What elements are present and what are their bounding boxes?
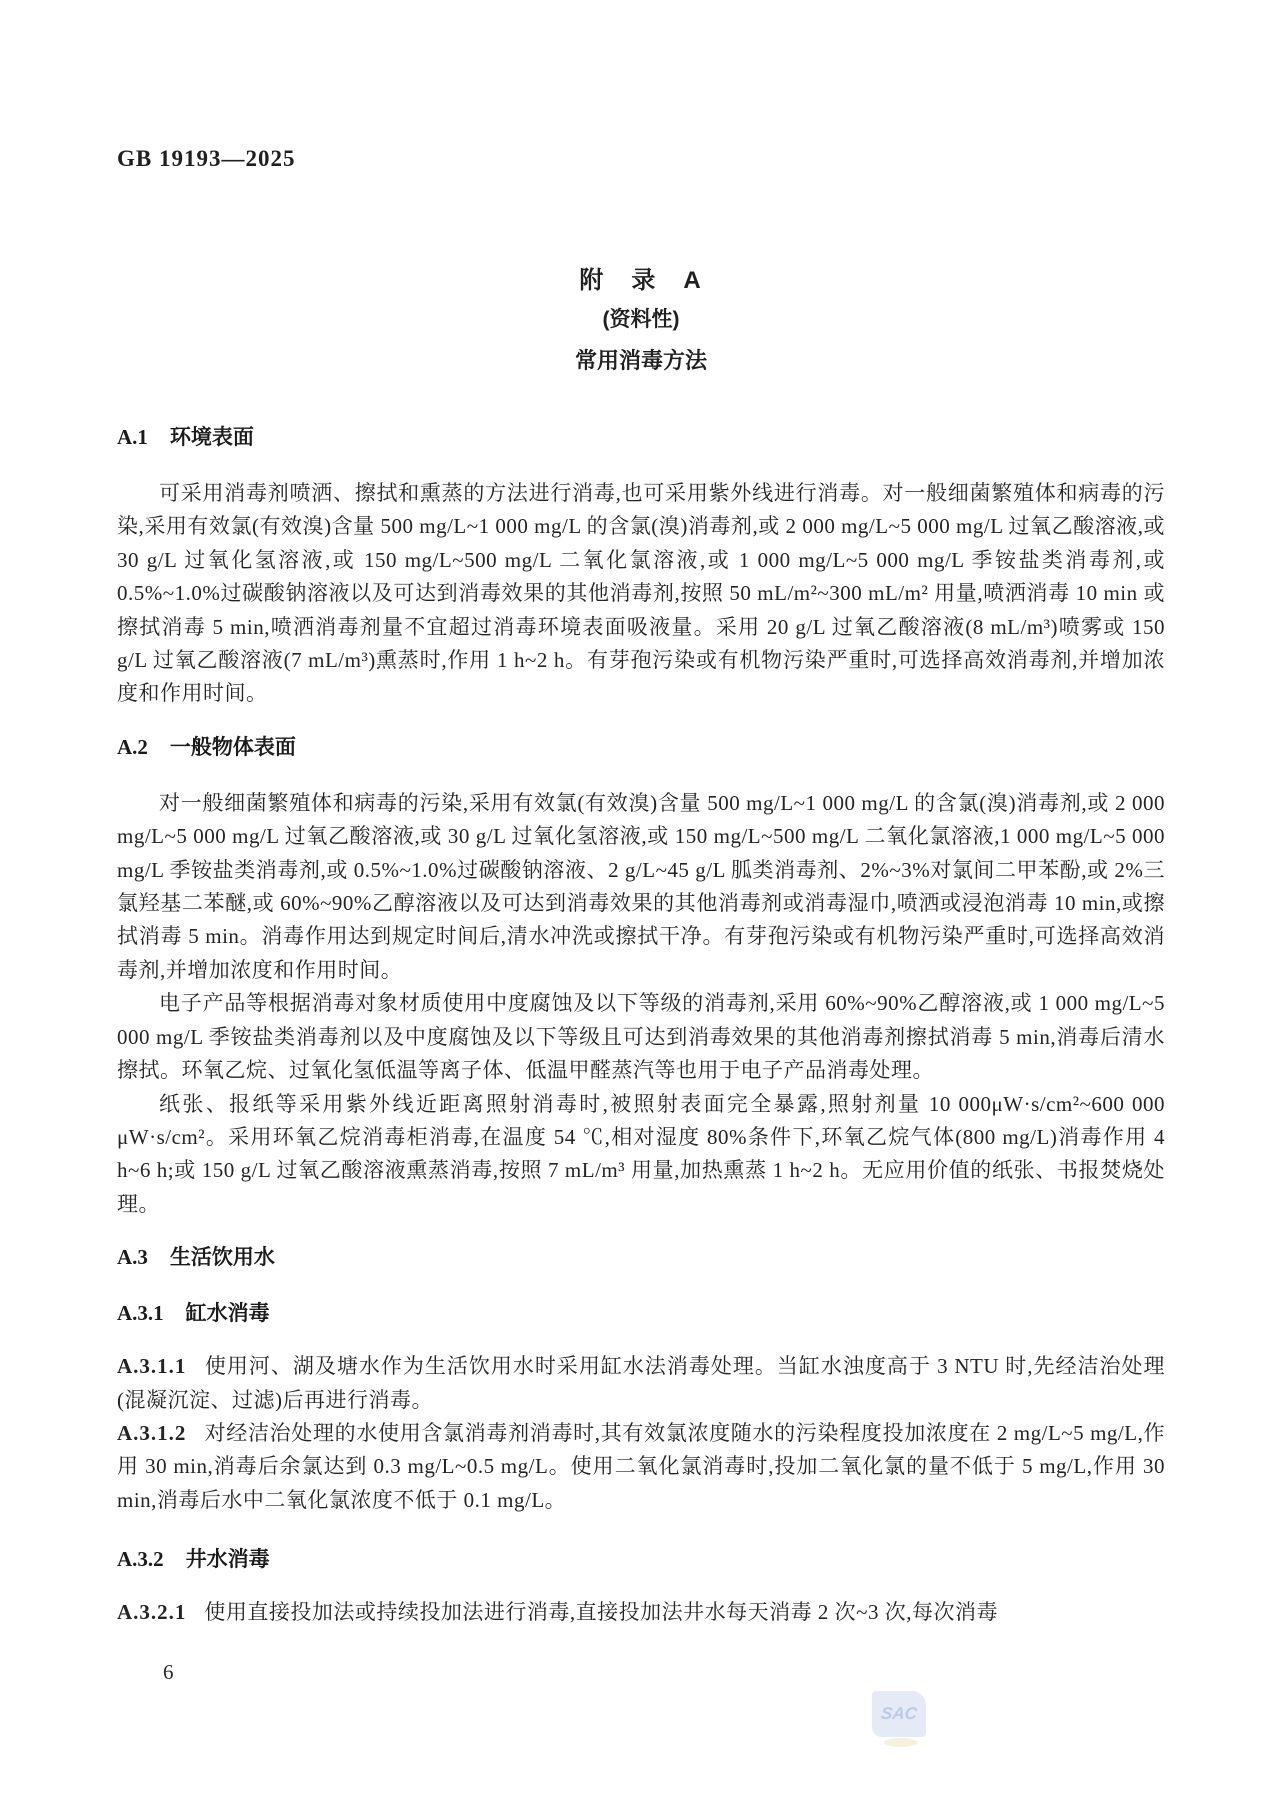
page-content-column <box>117 0 1165 1630</box>
clause-paragraph-a311 <box>117 1350 1165 1417</box>
watermark-smudge <box>884 1738 918 1747</box>
page-number: 6 <box>163 1660 174 1684</box>
sac-logo-text: SAC <box>880 1704 919 1723</box>
clause-paragraph-a312 <box>117 1417 1165 1517</box>
section-heading-a1 <box>117 421 1165 451</box>
paragraph: 纸张、报纸等采用紫外线近距离照射消毒时,被照射表面完全暴露,照射剂量 10 000μW·s/cm²~600 000 μW·s/cm²。采用环氧乙烷消毒柜消毒,在温度 54 ℃,相对湿度 80%条件下,环氧乙烷气体(800 mg/L)消毒作用 4 h~6 h;或 150 g/L 过氧乙酸溶液熏蒸消毒,按照 7 mL/m³ 用量,加热熏蒸 1 h~2 h。无应用价值的纸张、书报焚烧处理。 <box>117 1091 1165 1216</box>
section-heading-a31 <box>117 1297 1165 1327</box>
section-number: A.2 <box>117 734 148 759</box>
section-title: 一般物体表面 <box>169 735 296 759</box>
clause-text: 对经洁治处理的水使用含氯消毒剂消毒时,其有效氯浓度随水的污染程度投加浓度在 2 mg/L~5 mg/L,作用 30 min,消毒后余氯达到 0.3 mg/L~0.5 mg/L。使用二氧化氯消毒时,投加二氧化氯的量不低于 5 mg/L,作用 30 min,消毒后水中二氧化氯浓度不低于 0.1 mg/L。 <box>117 1420 1165 1512</box>
section-title: 生活饮用水 <box>169 1246 275 1270</box>
paragraph: 对一般细菌繁殖体和病毒的污染,采用有效氯(有效溴)含量 500 mg/L~1 000 mg/L 的含氯(溴)消毒剂,或 2 000 mg/L~5 000 mg/L 过氧乙酸溶液,或 30 g/L 过氧化氢溶液,或 150 mg/L~500 mg/L 二氧化氯溶液,1 000 mg/L~5 000 mg/L 季铵盐类消毒剂,或 0.5%~1.0%过碳酸钠溶液、2 g/L~45 g/L 胍类消毒剂、2%~3%对氯间二甲苯酚,或 2%三氯羟基二苯醚,或 60%~90%乙醇溶液以及可达到消毒效果的其他消毒剂或消毒湿巾,喷洒或浸泡消毒 10 min,或擦拭消毒 5 min。消毒作用达到规定时间后,清水冲洗或擦拭干净。有芽孢污染或有机物污染严重时,可选择高效消毒剂,并增加浓度和作用时间。 <box>117 790 1165 982</box>
section-number: A.3.2 <box>117 1547 164 1572</box>
section-title: 井水消毒 <box>185 1548 270 1572</box>
section-number: A.3.1 <box>117 1301 164 1326</box>
section-title: 环境表面 <box>169 426 254 449</box>
doc-number: GB 19193—2025 <box>117 146 296 171</box>
clause-text: 使用直接投加法或持续投加法进行消毒,直接投加法井水每天消毒 2 次~3 次,每次消毒 <box>204 1600 999 1625</box>
section-number: A.1 <box>117 425 148 449</box>
clause-number: A.3.1.2 <box>117 1420 187 1445</box>
clause-text: 使用河、湖及塘水作为生活饮用水时采用缸水法消毒处理。当缸水浊度高于 3 NTU 时,先经洁治处理(混凝沉淀、过滤)后再进行消毒。 <box>117 1354 1165 1412</box>
paragraph: 电子产品等根据消毒对象材质使用中度腐蚀及以下等级的消毒剂,采用 60%~90%乙醇溶液,或 1 000 mg/L~5 000 mg/L 季铵盐类消毒剂以及中度腐蚀及以下等级且可达到消毒效果的其他消毒剂擦拭消毒 5 min,消毒后清水擦拭。环氧乙烷、过氧化氢低温等离子体、低温甲醛蒸汽等也用于电子产品消毒处理。 <box>117 991 1165 1083</box>
section-heading-a2 <box>117 731 1165 761</box>
appendix-title: 附 录 A <box>579 267 703 294</box>
section-heading-a3 <box>117 1241 1165 1271</box>
clause-number: A.3.2.1 <box>117 1600 187 1625</box>
appendix-subtitle: (资料性) <box>602 308 680 331</box>
sac-logo-watermark <box>872 1691 926 1737</box>
clause-number: A.3.1.1 <box>117 1354 187 1379</box>
section-number: A.3 <box>117 1245 148 1270</box>
appendix-name: 常用消毒方法 <box>574 348 707 373</box>
appendix-title-block <box>117 260 1165 375</box>
paragraph: 可采用消毒剂喷洒、擦拭和熏蒸的方法进行消毒,也可采用紫外线进行消毒。对一般细菌繁殖体和病毒的污染,采用有效氯(有效溴)含量 500 mg/L~1 000 mg/L 的含氯(溴)消毒剂,或 2 000 mg/L~5 000 mg/L 过氧乙酸溶液,或 30 g/L 过氧化氢溶液,或 150 mg/L~500 mg/L 二氧化氯溶液,或 1 000 mg/L~5 000 mg/L 季铵盐类消毒剂,或 0.5%~1.0%过碳酸钠溶液以及可达到消毒效果的其他消毒剂,按照 50 mL/m²~300 mL/m² 用量,喷洒消毒 10 min 或擦拭消毒 5 min,喷洒消毒剂量不宜超过消毒环境表面吸液量。采用 20 g/L 过氧乙酸溶液(8 mL/m³)喷雾或 150 g/L 过氧乙酸溶液(7 mL/m³)熏蒸时,作用 1 h~2 h。有芽孢污染或有机物污染严重时,可选择高效消毒剂,并增加浓度和作用时间。 <box>117 481 1165 706</box>
clause-paragraph-a321 <box>117 1596 1165 1629</box>
section-heading-a32 <box>117 1543 1165 1573</box>
section-title: 缸水消毒 <box>185 1302 270 1326</box>
